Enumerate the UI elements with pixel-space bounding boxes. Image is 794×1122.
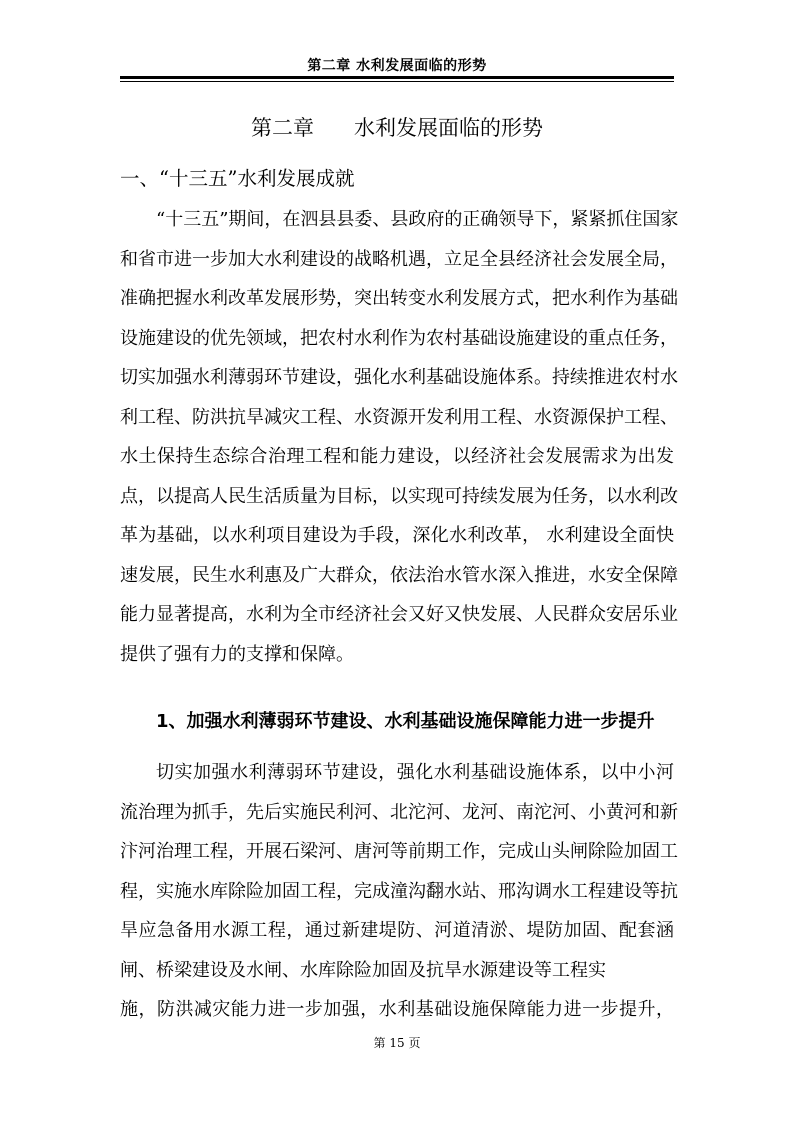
paragraph-line: 旱应急备用水源工程，通过新建堤防、河道清淤、堤防加固、配套涵 bbox=[120, 920, 674, 941]
paragraph-line: 点，以提高人民生活质量为目标，以实现可持续发展为任务，以水利改 bbox=[120, 485, 678, 507]
paragraph-line: 能力显著提高，水利为全市经济社会又好又快发展、人民群众安居乐业 bbox=[120, 604, 678, 625]
header-rule-thin bbox=[120, 81, 674, 82]
section-heading: 一、“十三五”水利发展成就 bbox=[120, 167, 355, 190]
paragraph-line: 程，实施水库除险加固工程，完成潼沟翻水站、邢沟调水工程建设等抗 bbox=[120, 880, 678, 902]
subsection-paragraph bbox=[120, 753, 678, 1030]
paragraph-line: 水土保持生态综合治理工程和能力建设，以经济社会发展需求为出发 bbox=[120, 446, 674, 467]
running-header: 第二章 水利发展面临的形势 bbox=[307, 58, 487, 74]
subsection-heading: 1、加强水利薄弱环节建设、水利基础设施保障能力进一步提升 bbox=[156, 711, 655, 732]
paragraph-line: 和省市进一步加大水利建设的战略机遇，立足全县经济社会发展全局， bbox=[120, 248, 678, 270]
paragraph-line: 切实加强水利薄弱环节建设，强化水利基础设施体系，以中小河 bbox=[156, 762, 674, 783]
paragraph-line: 准确把握水利改革发展形势，突出转变水利发展方式，把水利作为基础 bbox=[120, 288, 678, 309]
page-number: 第 15 页 bbox=[373, 1036, 421, 1050]
section-paragraph bbox=[120, 200, 679, 674]
header-rule-thick bbox=[120, 76, 674, 79]
paragraph-line: 设施建设的优先领域，把农村水利作为农村基础设施建设的重点任务， bbox=[120, 327, 678, 349]
paragraph-line: 切实加强水利薄弱环节建设，强化水利基础设施体系。持续推进农村水 bbox=[120, 367, 678, 388]
paragraph-line: 闸、桥梁建设及水闸、水库除险加固及抗旱水源建设等工程实 bbox=[120, 959, 606, 981]
paragraph-line: 施，防洪减灾能力进一步加强，水利基础设施保障能力进一步提升， bbox=[120, 999, 674, 1020]
paragraph-line: 流治理为抓手，先后实施民利河、北沱河、龙河、南沱河、小黄河和新 bbox=[120, 801, 678, 823]
paragraph-line: 提供了强有力的支撑和保障。 bbox=[120, 643, 354, 665]
paragraph-line: 利工程、防洪抗旱减灾工程、水资源开发利用工程、水资源保护工程、 bbox=[120, 406, 678, 428]
paragraph-line: 速发展，民生水利惠及广大群众，依法治水管水深入推进，水安全保障 bbox=[120, 564, 678, 586]
chapter-title: 第二章 水利发展面临的形势 bbox=[250, 116, 544, 140]
paragraph-line: 汴河治理工程，开展石梁河、唐河等前期工作，完成山头闸除险加固工 bbox=[120, 841, 678, 862]
paragraph-line: 革为基础，以水利项目建设为手段，深化水利改革， 水利建设全面快 bbox=[120, 525, 674, 546]
paragraph-line: “十三五”期间，在泗县县委、县政府的正确领导下，紧紧抓住国家 bbox=[156, 209, 679, 230]
